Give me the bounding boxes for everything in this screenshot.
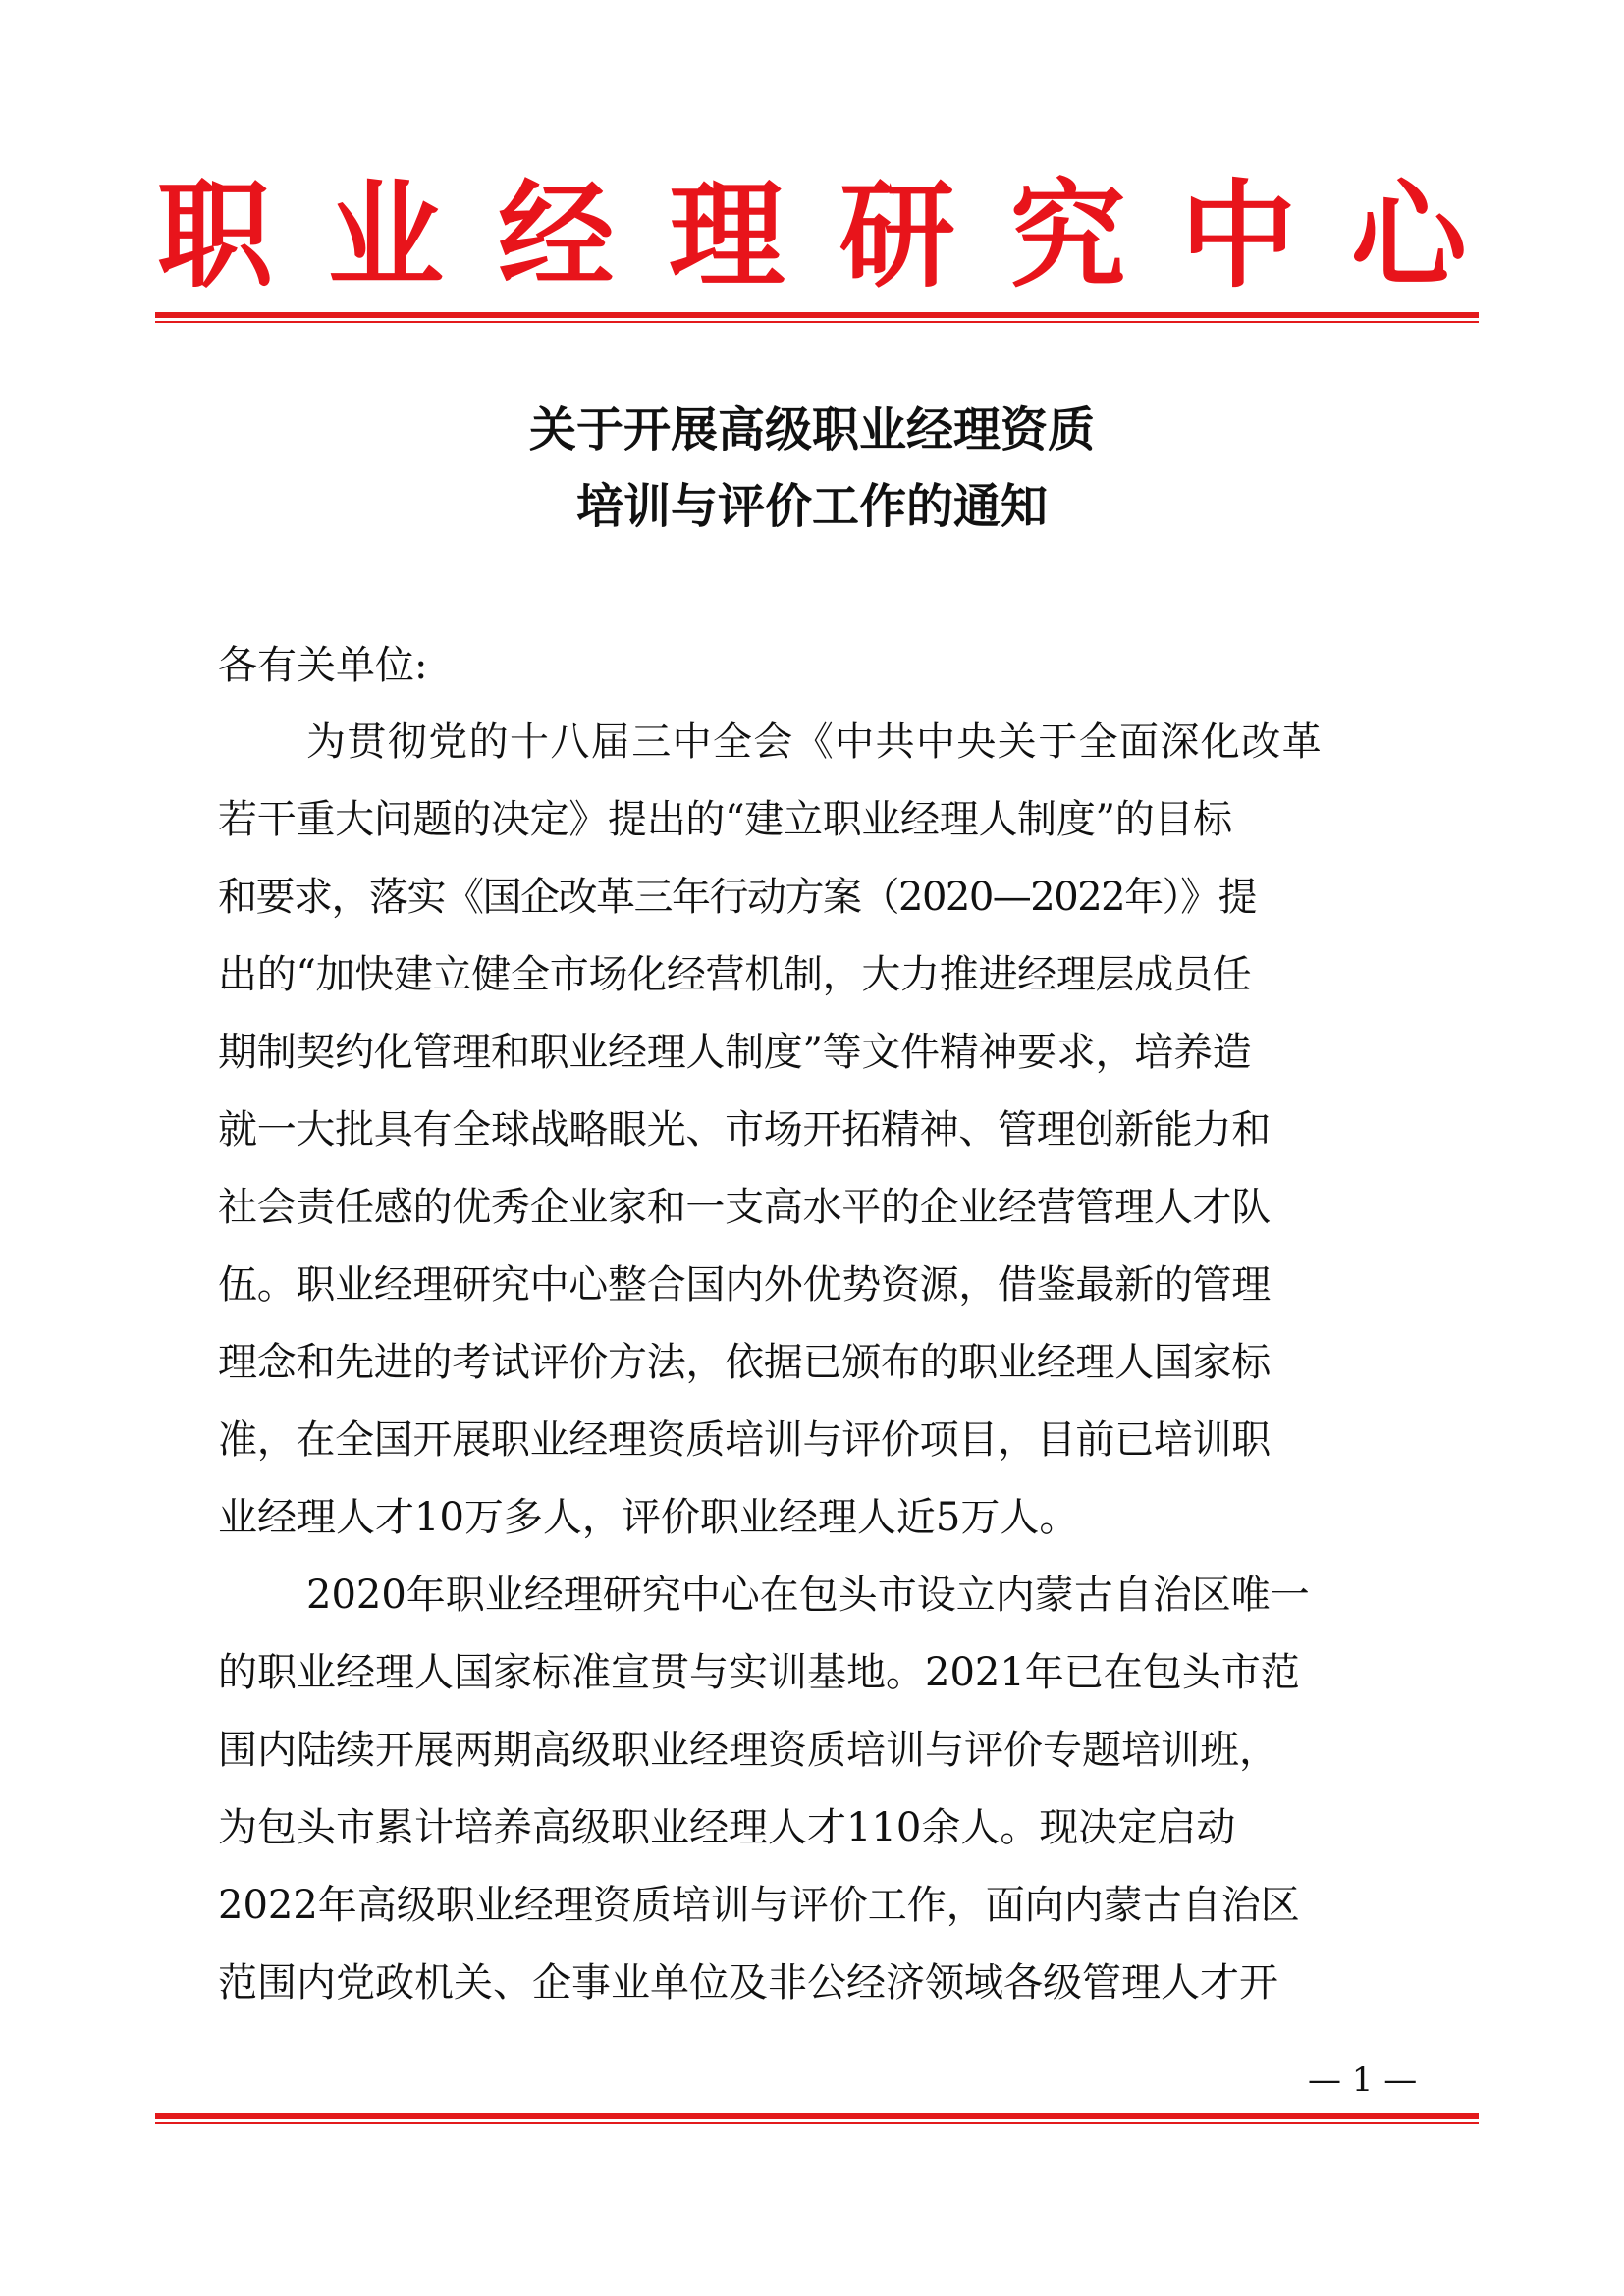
body-text-line: 就一大批具有全球战略眼光、市场开拓精神、管理创新能力和 — [218, 1107, 1271, 1152]
body-text-line: 和要求，落实《国企改革三年行动方案（2020—2022年）》提 — [218, 875, 1257, 920]
body-text-line: 围内陆续开展两期高级职业经理资质培训与评价专题培训班， — [218, 1728, 1278, 1773]
org-char: 业 — [327, 167, 444, 303]
body-text-line: 2022年高级职业经理资质培训与评价工作，面向内蒙古自治区 — [218, 1883, 1300, 1928]
page-number: — 1 — — [1308, 2060, 1418, 2100]
body-text-line: 业经理人才10万多人，评价职业经理人近5万人。 — [218, 1495, 1079, 1540]
org-char: 经 — [498, 167, 615, 303]
body-text-line: 2020年职业经理研究中心在包头市设立内蒙古自治区唯一 — [306, 1573, 1310, 1618]
body-text-line: 若干重大问题的决定》提出的“建立职业经理人制度”的目标 — [218, 797, 1232, 842]
org-char: 研 — [839, 167, 955, 303]
org-char: 职 — [157, 167, 274, 303]
org-char: 心 — [1350, 167, 1467, 303]
salutation: 各有关单位: — [218, 643, 428, 688]
body-text-line: 为贯彻党的十八届三中全会《中共中央关于全面深化改革 — [306, 720, 1323, 765]
footer-red-rule — [155, 2113, 1479, 2119]
body-text-line: 伍。职业经理研究中心整合国内外优势资源，借鉴最新的管理 — [218, 1262, 1271, 1308]
document-title-line: 培训与评价工作的通知 — [575, 479, 1048, 534]
body-text-line: 社会责任感的优秀企业家和一支高水平的企业经营管理人才队 — [218, 1185, 1271, 1230]
body-text-line: 理念和先进的考试评价方法，依据已颁布的职业经理人国家标 — [218, 1340, 1271, 1385]
header-red-rule — [155, 312, 1479, 318]
org-char: 究 — [1009, 167, 1126, 303]
body-text-line: 期制契约化管理和职业经理人制度”等文件精神要求，培养造 — [218, 1030, 1252, 1075]
body-text-line: 准，在全国开展职业经理资质培训与评价项目，目前已培训职 — [218, 1417, 1271, 1463]
org-char: 理 — [669, 167, 785, 303]
organization-header — [157, 167, 1467, 303]
body-text-line: 出的“加快建立健全市场化经营机制，大力推进经理层成员任 — [218, 952, 1252, 997]
body-text-line: 范围内党政机关、企事业单位及非公经济领域各级管理人才开 — [218, 1960, 1278, 2005]
body-text-line: 的职业经理人国家标准宣贯与实训基地。2021年已在包头市范 — [218, 1650, 1300, 1695]
org-char: 中 — [1180, 167, 1297, 303]
document-title-line: 关于开展高级职业经理资质 — [528, 402, 1095, 457]
body-text-line: 为包头市累计培养高级职业经理人才110余人。现决定启动 — [218, 1805, 1236, 1850]
